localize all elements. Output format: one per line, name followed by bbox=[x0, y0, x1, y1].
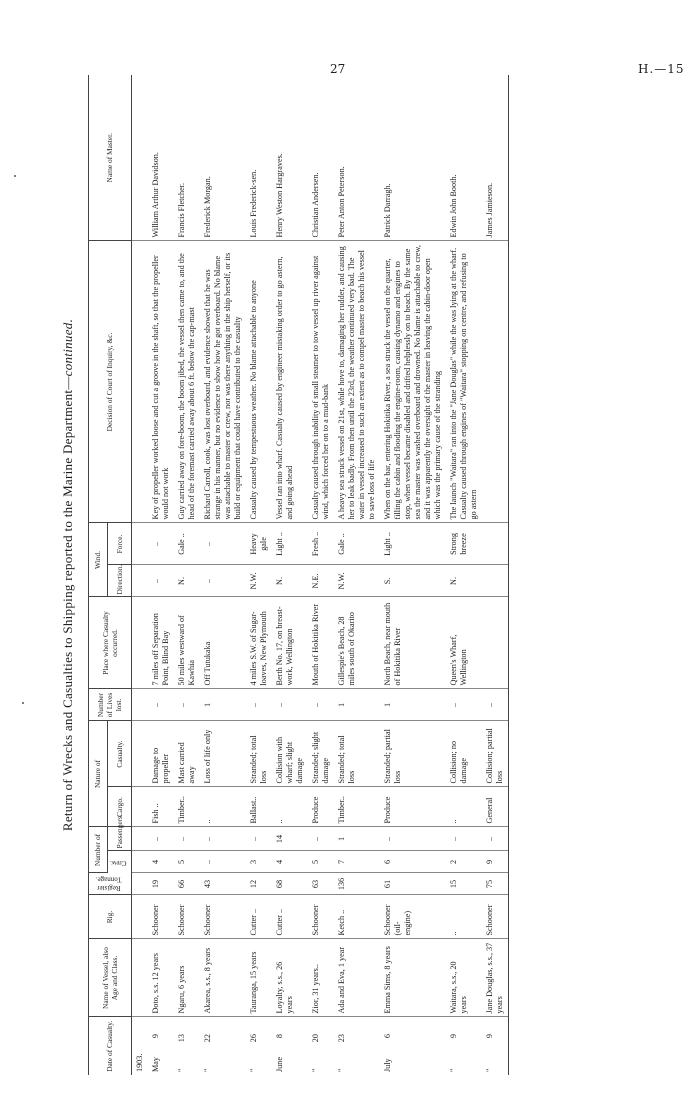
passengers-cell: .. bbox=[308, 827, 334, 851]
header-tonnage-label: Register Tonnage. bbox=[95, 875, 122, 893]
cargo-cell: Timber.. bbox=[334, 787, 380, 827]
cargo-cell: .. bbox=[200, 787, 246, 827]
crew-cell: 5 bbox=[174, 851, 200, 873]
date-month: " bbox=[202, 1068, 212, 1072]
date-day: 20 bbox=[310, 1034, 320, 1043]
casualty-cell: Stranded; total loss bbox=[246, 721, 272, 787]
document-reference: H.—15 bbox=[638, 62, 685, 76]
place-cell: Gillespie's Beach, 28 miles south of Okarito bbox=[334, 597, 380, 689]
wrecks-casualties-table bbox=[88, 75, 509, 1075]
wind-direction-cell: .. bbox=[148, 565, 174, 597]
casualty-cell: Collision; partial loss bbox=[482, 721, 509, 787]
tonnage-cell: 15 bbox=[446, 873, 482, 895]
wind-direction-cell: N. bbox=[174, 565, 200, 597]
header-force: Force. bbox=[108, 523, 132, 565]
master-cell: Christian Andersen. bbox=[308, 75, 334, 241]
year-row bbox=[131, 75, 148, 1075]
date-month: " bbox=[484, 1068, 494, 1072]
rotated-table-region bbox=[60, 75, 690, 1075]
header-lives-lost: Number of Lives lost. bbox=[89, 689, 132, 721]
rig-cell: Schooner bbox=[308, 895, 334, 939]
passengers-cell: .. bbox=[246, 827, 272, 851]
tonnage-cell: 61 bbox=[380, 873, 446, 895]
table-header bbox=[89, 75, 132, 1075]
wind-force-cell: Gale .. bbox=[334, 523, 380, 565]
wind-force-cell: .. bbox=[148, 523, 174, 565]
tonnage-cell: 66 bbox=[174, 873, 200, 895]
table-row bbox=[308, 75, 334, 1075]
date-day: 9 bbox=[484, 1034, 494, 1039]
date-day: 8 bbox=[274, 1034, 284, 1039]
header-rig: Rig. bbox=[89, 895, 132, 939]
casualty-cell: Collision; no damage bbox=[446, 721, 482, 787]
place-cell: 7 miles off Separation Point, Blind Bay bbox=[148, 597, 174, 689]
tonnage-cell: 19 bbox=[148, 873, 174, 895]
table-row bbox=[446, 75, 482, 1075]
date-cell bbox=[148, 1017, 174, 1075]
header-vessel: Name of Vessel, also Age and Class. bbox=[89, 939, 132, 1017]
place-cell bbox=[482, 597, 509, 689]
rig-cell: Cutter .. bbox=[272, 895, 308, 939]
casualty-cell: Damage to propeller bbox=[148, 721, 174, 787]
crew-cell: 5 bbox=[308, 851, 334, 873]
cargo-cell: Fish .. bbox=[148, 787, 174, 827]
crew-cell: .. bbox=[200, 851, 246, 873]
casualty-cell: Stranded; total loss bbox=[334, 721, 380, 787]
decision-cell: A heavy sea struck vessel on 21st, while hove to, damaging her rudder, and causing her to leak badly. From then until the 23rd, the weather continued very bad. The water in vessel increased to such an extent as to compel master to beach his vessel to save loss of life bbox=[334, 241, 380, 523]
rig-cell: Cutter .. bbox=[246, 895, 272, 939]
date-day: 26 bbox=[248, 1034, 258, 1043]
vessel-name-cell: Akarea, s.s., 8 years bbox=[200, 939, 246, 1017]
lives-lost-cell: .. bbox=[174, 689, 200, 721]
tonnage-cell: 68 bbox=[272, 873, 308, 895]
decision-cell bbox=[482, 241, 509, 523]
date-cell bbox=[446, 1017, 482, 1075]
vessel-name-cell: Emma Sims, 8 years bbox=[380, 939, 446, 1017]
rig-cell: Schooner bbox=[148, 895, 174, 939]
table-row bbox=[200, 75, 246, 1075]
passengers-cell: 1 bbox=[334, 827, 380, 851]
date-month: " bbox=[248, 1068, 258, 1072]
table-title-main: Return of Wrecks and Casualties to Shipping reported to the Marine Department— bbox=[60, 376, 75, 832]
tonnage-cell: 63 bbox=[308, 873, 334, 895]
rig-cell: Ketch .. bbox=[334, 895, 380, 939]
casualty-cell: Stranded; slight damage bbox=[308, 721, 334, 787]
wind-force-cell: Gale .. bbox=[174, 523, 200, 565]
header-master: Name of Master. bbox=[89, 75, 132, 241]
decision-cell: Key of propeller worked loose and cut a groove in the shaft, so that the propeller would not work bbox=[148, 241, 174, 523]
date-month: May bbox=[150, 1056, 160, 1072]
date-day: 6 bbox=[382, 1034, 392, 1039]
date-day: 22 bbox=[202, 1034, 212, 1043]
year-cell: 1903. bbox=[134, 1053, 144, 1072]
place-cell: Off Tutukaka bbox=[200, 597, 246, 689]
crew-cell: 2 bbox=[446, 851, 482, 873]
wind-force-cell bbox=[482, 523, 509, 565]
wind-direction-cell: N.E. bbox=[308, 565, 334, 597]
casualty-cell: Stranded; partial loss bbox=[380, 721, 446, 787]
tonnage-cell: 12 bbox=[246, 873, 272, 895]
date-cell bbox=[200, 1017, 246, 1075]
date-cell bbox=[380, 1017, 446, 1075]
scan-speck bbox=[22, 702, 24, 704]
header-date: Date of Casualty. bbox=[89, 1017, 132, 1075]
vessel-name-cell: Ngaru, 6 years bbox=[174, 939, 200, 1017]
passengers-cell: .. bbox=[174, 827, 200, 851]
header-place: Place where Casualty occurred. bbox=[89, 597, 132, 689]
casualty-cell: Collision with wharf; slight damage bbox=[272, 721, 308, 787]
wind-force-cell: .. bbox=[200, 523, 246, 565]
lives-lost-cell: 1 bbox=[380, 689, 446, 721]
master-cell: Peter Anton Peterson. bbox=[334, 75, 380, 241]
casualty-cell: Loss of life only bbox=[200, 721, 246, 787]
wind-direction-cell: N.W. bbox=[246, 565, 272, 597]
table-row bbox=[148, 75, 174, 1075]
vessel-name-cell: Tauranga, 15 years bbox=[246, 939, 272, 1017]
cargo-cell: Produce bbox=[380, 787, 446, 827]
table-row bbox=[380, 75, 446, 1075]
place-cell: Berth No. 17, on breast-work, Wellington bbox=[272, 597, 308, 689]
passengers-cell: 14 bbox=[272, 827, 308, 851]
table-row bbox=[272, 75, 308, 1075]
wind-direction-cell: N. bbox=[272, 565, 308, 597]
lives-lost-cell: .. bbox=[446, 689, 482, 721]
place-cell: 50 miles westward of Kawhia bbox=[174, 597, 200, 689]
passengers-cell: .. bbox=[380, 827, 446, 851]
wind-direction-cell bbox=[482, 565, 509, 597]
tonnage-cell: 136 bbox=[334, 873, 380, 895]
vessel-name-cell: Loyalty, s.s., 26 years bbox=[272, 939, 308, 1017]
wind-force-cell: Heavy gale bbox=[246, 523, 272, 565]
master-cell: William Arthur Davidson. bbox=[148, 75, 174, 241]
lives-lost-cell: .. bbox=[148, 689, 174, 721]
table-title bbox=[60, 75, 84, 1075]
master-cell: Louis Frederick-sen. bbox=[246, 75, 272, 241]
wind-force-cell: Light .. bbox=[380, 523, 446, 565]
passengers-cell: .. bbox=[148, 827, 174, 851]
header-number-of: Number of bbox=[89, 827, 108, 873]
date-day: 13 bbox=[176, 1034, 186, 1043]
master-cell: Patrick Darragh. bbox=[380, 75, 446, 241]
decision-cell: Vessel ran into wharf. Casualty caused by engineer mistaking order to go astern, and going ahead bbox=[272, 241, 308, 523]
tonnage-cell: 75 bbox=[482, 873, 509, 895]
passengers-cell: .. bbox=[200, 827, 246, 851]
place-cell: 4 miles S.W. of Sugar-loaves, New Plymouth bbox=[246, 597, 272, 689]
rig-cell: Schooner bbox=[482, 895, 509, 939]
place-cell: Mouth of Hokitika River bbox=[308, 597, 334, 689]
cargo-cell: General bbox=[482, 787, 509, 827]
lives-lost-cell: .. bbox=[482, 689, 509, 721]
wind-force-cell: Fresh .. bbox=[308, 523, 334, 565]
master-cell: James Jamieson. bbox=[482, 75, 509, 241]
wind-force-cell: Light .. bbox=[272, 523, 308, 565]
date-day: 23 bbox=[336, 1034, 346, 1043]
date-day: 9 bbox=[448, 1034, 458, 1039]
vessel-name-cell: Waitara, s.s., 20 years bbox=[446, 939, 482, 1017]
date-cell bbox=[174, 1017, 200, 1075]
cargo-cell: .. bbox=[272, 787, 308, 827]
rig-cell: Schooner (oil-engine) bbox=[380, 895, 446, 939]
rig-cell: Schooner bbox=[174, 895, 200, 939]
date-month: " bbox=[448, 1068, 458, 1072]
cargo-cell: Produce bbox=[308, 787, 334, 827]
vessel-name-cell: Jane Douglas, s.s., 37 years bbox=[482, 939, 509, 1017]
crew-cell: 4 bbox=[272, 851, 308, 873]
date-month: " bbox=[310, 1068, 320, 1072]
place-cell: North Beach, near mouth of Hokitika River bbox=[380, 597, 446, 689]
passengers-cell: .. bbox=[446, 827, 482, 851]
table-row bbox=[482, 75, 509, 1075]
lives-lost-cell: 1 bbox=[334, 689, 380, 721]
header-passengers: Passengers. bbox=[108, 827, 132, 851]
wind-direction-cell: N.W. bbox=[334, 565, 380, 597]
date-month: " bbox=[176, 1068, 186, 1072]
casualty-cell: Mast carried away bbox=[174, 721, 200, 787]
lives-lost-cell: .. bbox=[246, 689, 272, 721]
date-month: " bbox=[336, 1068, 346, 1072]
date-cell bbox=[308, 1017, 334, 1075]
master-cell: Frederick Morgan. bbox=[200, 75, 246, 241]
tonnage-cell: 43 bbox=[200, 873, 246, 895]
table-title-suffix: continued. bbox=[60, 318, 75, 377]
crew-cell: 4 bbox=[148, 851, 174, 873]
decision-cell: The launch "Waitara" ran into the "Jane Douglas" while the was lying at the wharf. Casualty caused through engines of "Waitara" stopping on centre, and refusing to go astern bbox=[446, 241, 482, 523]
header-crew-label: Crew. bbox=[110, 858, 127, 867]
date-cell bbox=[482, 1017, 509, 1075]
passengers-cell: .. bbox=[482, 827, 509, 851]
vessel-name-cell: Zior, 31 years.. bbox=[308, 939, 334, 1017]
rig-cell: .. bbox=[446, 895, 482, 939]
date-cell bbox=[246, 1017, 272, 1075]
wind-direction-cell: .. bbox=[200, 565, 246, 597]
vessel-name-cell: Doto, s.s. 12 years bbox=[148, 939, 174, 1017]
table-row bbox=[334, 75, 380, 1075]
vessel-name-cell: Ada and Eva, 1 year bbox=[334, 939, 380, 1017]
date-month: June bbox=[274, 1056, 284, 1072]
header-direction: Direction. bbox=[108, 565, 132, 597]
cargo-cell: Timber.. bbox=[174, 787, 200, 827]
lives-lost-cell: .. bbox=[272, 689, 308, 721]
table-row bbox=[174, 75, 200, 1075]
header-cargo: Cargo. bbox=[108, 787, 132, 827]
header-tonnage bbox=[89, 873, 132, 895]
wind-direction-cell: S. bbox=[380, 565, 446, 597]
place-cell: Queen's Wharf, Wellington bbox=[446, 597, 482, 689]
crew-cell: 6 bbox=[380, 851, 446, 873]
lives-lost-cell: .. bbox=[308, 689, 334, 721]
table-row bbox=[246, 75, 272, 1075]
master-cell: Edwin John Booth. bbox=[446, 75, 482, 241]
wind-direction-cell: N. bbox=[446, 565, 482, 597]
decision-cell: When on the bar, entering Hokitika River, a sea struck the vessel on the quarter, filling the cabin and flooding the engine-room, causing dynamo and engines to stop, when vessel became disabled and drifted helplessly on to beach. By the same sea the master was washed overboard and drowned. No blame is attachable to crew, and it was apparently the oversight of the master in leaving the cabin-door open which was the primary cause of the stranding bbox=[380, 241, 446, 523]
decision-cell: Casualty caused through inability of small steamer to tow vessel up river against wind, which forced her on to a mud-bank bbox=[308, 241, 334, 523]
wind-force-cell: Strong breeze bbox=[446, 523, 482, 565]
master-cell: Henry Weston Hargraves. bbox=[272, 75, 308, 241]
cargo-cell: .. bbox=[446, 787, 482, 827]
lives-lost-cell: 1 bbox=[200, 689, 246, 721]
date-month: July bbox=[382, 1058, 392, 1072]
header-crew bbox=[108, 851, 132, 873]
date-cell bbox=[334, 1017, 380, 1075]
decision-cell: Richard Carroll, cook, was lost overboard, and evidence showed that he was strange in his manner, but no evidence to show how he got overboard. No blame was attachable to master or crew, nor was there anything in the ship herself, or its build or equipment that could have contributed to the casualty bbox=[200, 241, 246, 523]
header-wind: Wind. bbox=[89, 523, 108, 597]
rig-cell: Schooner bbox=[200, 895, 246, 939]
cargo-cell: Ballast.. bbox=[246, 787, 272, 827]
master-cell: Francis Fletcher. bbox=[174, 75, 200, 241]
header-casualty: Casualty. bbox=[108, 721, 132, 787]
table-body bbox=[131, 75, 508, 1075]
crew-cell: 9 bbox=[482, 851, 509, 873]
header-nature-of: Nature of bbox=[89, 721, 108, 827]
header-decision: Decision of Court of Inquiry, &c. bbox=[89, 241, 132, 523]
crew-cell: 3 bbox=[246, 851, 272, 873]
date-cell bbox=[272, 1017, 308, 1075]
date-day: 9 bbox=[150, 1034, 160, 1039]
crew-cell: 7 bbox=[334, 851, 380, 873]
decision-cell: Guy carried away on fore-boom, the boom jibed, the vessel then came to, and the head of the foremast carried away about 6 ft. below the cap-mast bbox=[174, 241, 200, 523]
decision-cell: Casualty caused by tempestuous weather. No blame attachable to anyone bbox=[246, 241, 272, 523]
scan-speck bbox=[14, 175, 16, 177]
page-number: 27 bbox=[330, 62, 346, 76]
